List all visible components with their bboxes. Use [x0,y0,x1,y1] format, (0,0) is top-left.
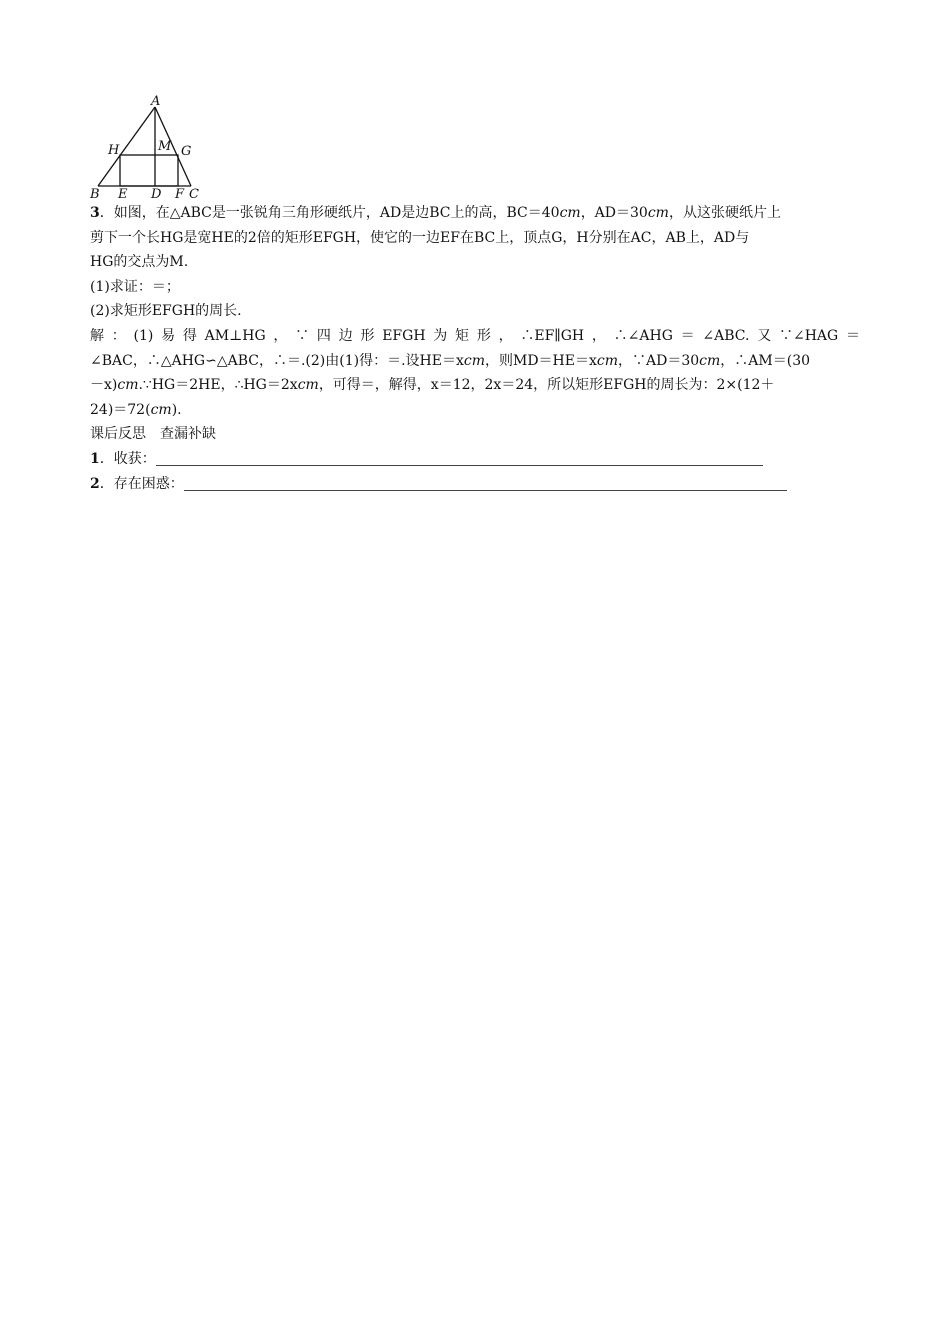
gains-answer-blank[interactable] [156,451,763,466]
question-1: (1)求证：＝； [90,278,180,295]
doubts-answer-blank[interactable] [184,476,787,491]
label-d: D [151,187,162,200]
reflection-item-doubts: 2．存在困惑： [90,472,860,497]
rectangle-efgh [120,155,178,186]
reflection-item-gains: 1．收获： [90,447,860,472]
triangle-figure [86,94,208,200]
problem-line-3: HG的交点为M. [90,254,189,271]
problem-line-1: 3．如图，在△ABC是一张锐角三角形硬纸片，AD是边BC上的高，BC＝40cm，AD＝30cm，从这张硬纸片上 [90,205,781,221]
problem-number: 3 [90,205,100,221]
solution-line-4: 24)＝72(cm). [90,401,182,418]
label-b: B [90,187,100,200]
label-g: G [181,144,192,159]
problem-line-2: 剪下一个长HG是宽HE的2倍的矩形EFGH，使它的一边EF在BC上，顶点G，H分别在AC，AB上，AD与 [90,229,750,246]
side-ab [98,107,155,186]
label-f: F [175,187,185,200]
label-m: M [158,139,172,154]
label-e: E [118,187,128,200]
question-2: (2)求矩形EFGH的周长. [90,303,242,320]
problem-text [90,201,860,496]
label-a: A [151,94,161,109]
label-c: C [189,187,199,200]
label-h: H [108,143,120,158]
solution-line-3: －x)cm.∵HG＝2HE，∴HG＝2xcm，可得＝，解得，x＝12，2x＝24，所以矩形EFGH的周长为：2×(12＋ [90,377,775,394]
solution-line-2: ∠BAC，∴△AHG∽△ABC，∴＝.(2)由(1)得：＝.设HE＝xcm，则MD＝HE＝xcm，∵AD＝30cm，∴AM＝(30 [90,352,811,369]
reflection-heading: 课后反思 查漏补缺 [90,426,216,443]
solution-line-1: 解：(1)易得AM⊥HG，∵四边形EFGH为矩形，∴EF∥GH，∴∠AHG＝∠ABC.又∵∠HAG＝ [90,327,860,344]
